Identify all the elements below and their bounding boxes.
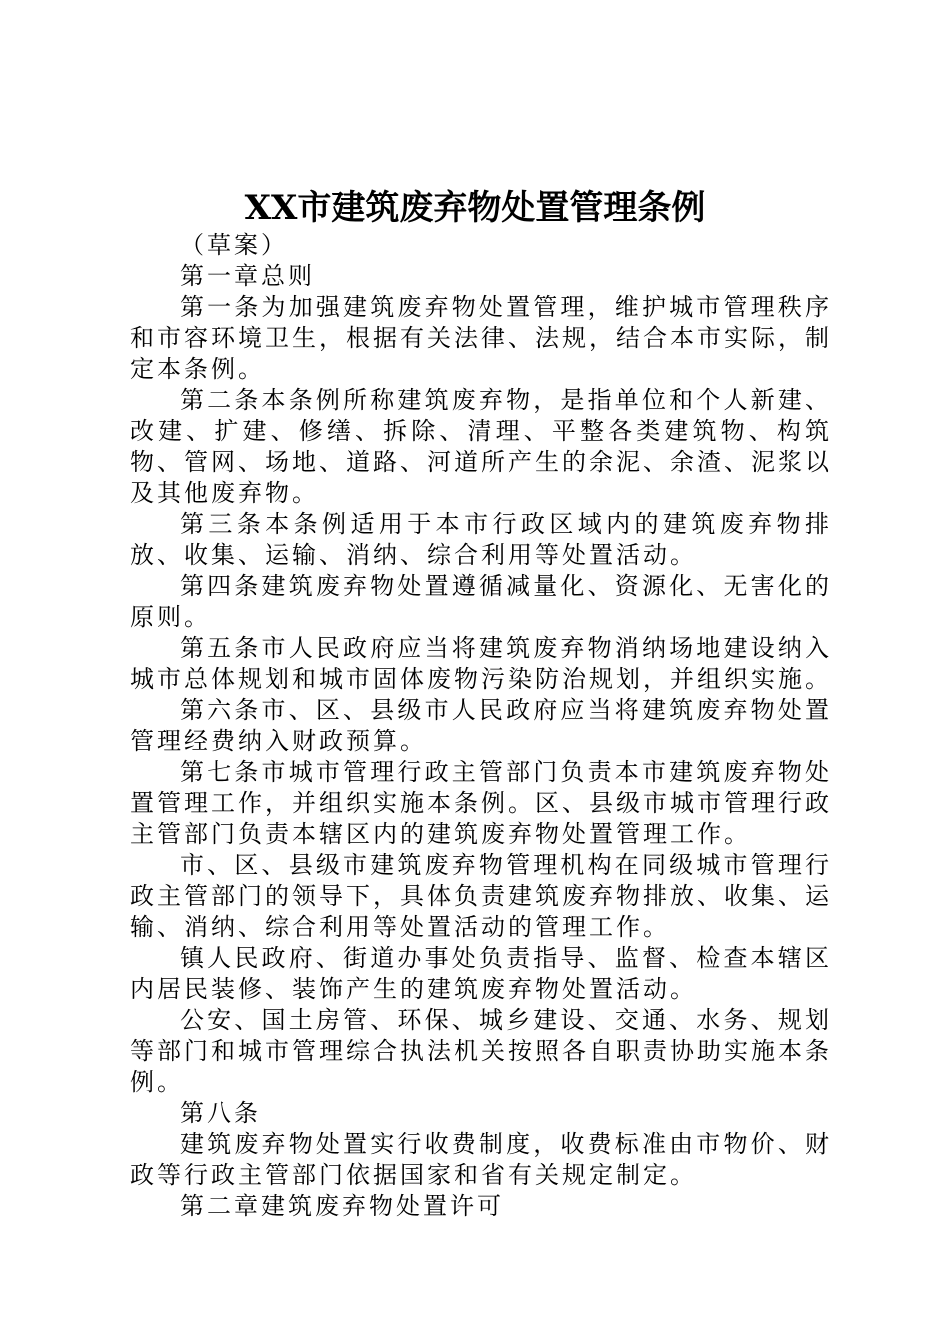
document-body xyxy=(130,230,832,1222)
article-paragraph: 公安、国土房管、环保、城乡建设、交通、水务、规划等部门和城市管理综合执法机关按照各自职责协助实施本条例。 xyxy=(130,1006,832,1096)
article-heading: 第八条 xyxy=(180,1099,261,1127)
article-paragraph: 建筑废弃物处置实行收费制度，收费标准由市物价、财政等行政主管部门依据国家和省有关规定制定。 xyxy=(130,1130,832,1189)
article-paragraph: 第七条市城市管理行政主管部门负责本市建筑废弃物处置管理工作，并组织实施本条例。区、县级市城市管理行政主管部门负责本辖区内的建筑废弃物处置管理工作。 xyxy=(130,758,832,848)
article-paragraph: 第四条建筑废弃物处置遵循减量化、资源化、无害化的原则。 xyxy=(130,572,832,631)
article-paragraph: 市、区、县级市建筑废弃物管理机构在同级城市管理行政主管部门的领导下，具体负责建筑废弃物排放、收集、运输、消纳、综合利用等处置活动的管理工作。 xyxy=(130,851,832,941)
article-paragraph: 第五条市人民政府应当将建筑废弃物消纳场地建设纳入城市总体规划和城市固体废物污染防治规划，并组织实施。 xyxy=(130,634,832,693)
article-paragraph: 第三条本条例适用于本市行政区域内的建筑废弃物排放、收集、运输、消纳、综合利用等处置活动。 xyxy=(130,510,832,569)
chapter-heading: 第一章总则 xyxy=(180,262,315,290)
article-paragraph: 第一条为加强建筑废弃物处置管理，维护城市管理秩序和市容环境卫生，根据有关法律、法规，结合本市实际，制定本条例。 xyxy=(130,293,832,383)
document-title: XX市建筑废弃物处置管理条例 xyxy=(244,188,706,228)
chapter-heading: 第二章建筑废弃物处置许可 xyxy=(180,1192,504,1220)
article-paragraph: 第六条市、区、县级市人民政府应当将建筑废弃物处置管理经费纳入财政预算。 xyxy=(130,696,832,755)
article-paragraph: 第二条本条例所称建筑废弃物，是指单位和个人新建、改建、扩建、修缮、拆除、清理、平整各类建筑物、构筑物、管网、场地、道路、河道所产生的余泥、余渣、泥浆以及其他废弃物。 xyxy=(130,386,832,507)
draft-note: （草案） xyxy=(180,231,288,259)
article-paragraph: 镇人民政府、街道办事处负责指导、监督、检查本辖区内居民装修、装饰产生的建筑废弃物处置活动。 xyxy=(130,944,832,1003)
